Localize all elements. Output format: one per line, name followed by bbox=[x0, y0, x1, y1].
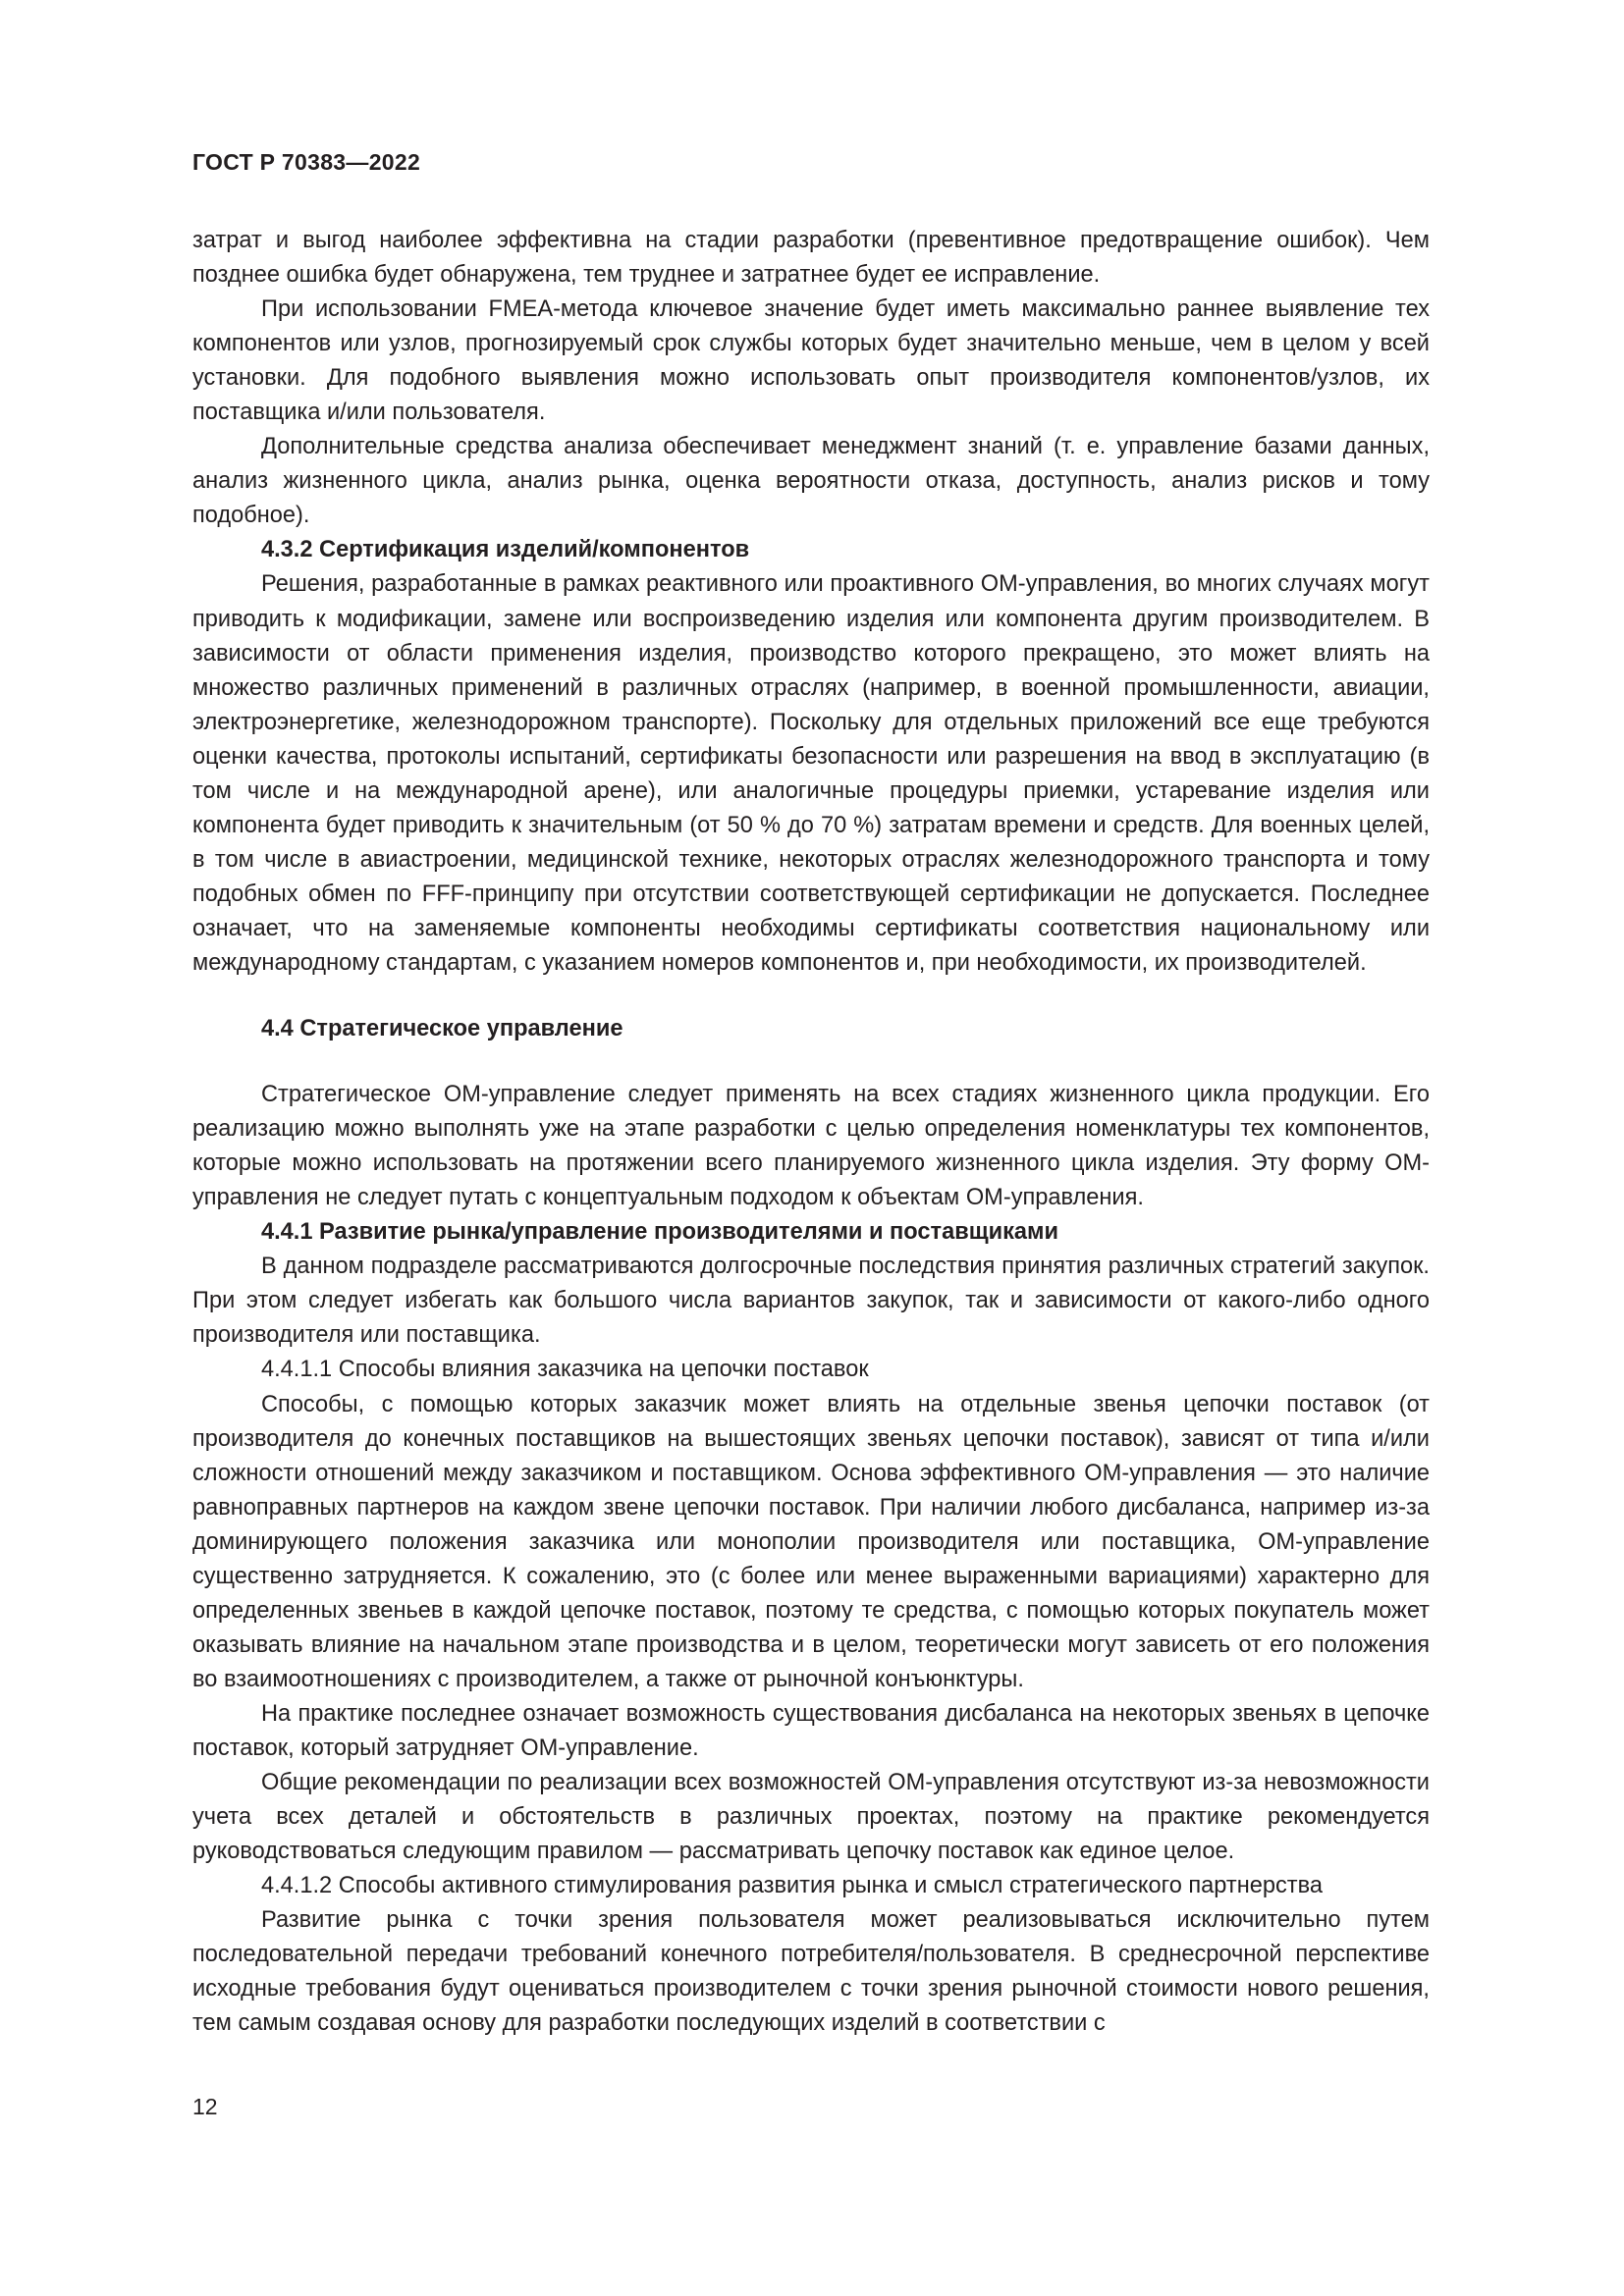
heading-4-4-1-2: 4.4.1.2 Способы активного стимулирования развития рынка и смысл стратегического партнерства bbox=[261, 1873, 1323, 1899]
paragraph-continuation: затрат и выгод наиболее эффективна на стадии разработки (превентивное предотвращение ошибок). Чем позднее ошибка будет обнаружена, тем труднее и затратнее будет ее исправление. bbox=[192, 228, 1430, 289]
paragraph-market-development: В данном подразделе рассматриваются долгосрочные последствия принятия различных стратегий закупок. При этом следует избегать как большого числа вариантов закупок, так и зависимости от какого-либо одного производителя или поставщика. bbox=[192, 1254, 1430, 1349]
heading-4-4-1: 4.4.1 Развитие рынка/управление производителями и поставщиками bbox=[261, 1219, 1059, 1246]
paragraph-strategic: Стратегическое ОМ-управление следует применять на всех стадиях жизненного цикла продукции. Его реализацию можно выполнять уже на этапе разработки с целью определения номенклатуры тех компонентов, которые можно использовать на протяжении всего планируемого жизненного цикла изделия. Эту форму ОМ-управления не следует путать с концептуальным подходом к объектам ОМ-управления. bbox=[192, 1082, 1430, 1211]
heading-4-4: 4.4 Стратегическое управление bbox=[261, 1016, 623, 1042]
heading-4-3-2: 4.3.2 Сертификация изделий/компонентов bbox=[261, 537, 750, 563]
paragraph-influence-methods: Способы, с помощью которых заказчик может влиять на отдельные звенья цепочки поставок (от производителя до конечных поставщиков на вышестоящих звеньях цепочки поставок), зависят от типа и/или сложности отношений между заказчиком и поставщиком. Основа эффективного ОМ-управления — это наличие равноправных партнеров на каждом звене цепочки поставок. При наличии любого дисбаланса, например из-за доминирующего положения заказчика или монополии производителя или поставщика, ОМ-управление существенно затрудняется. К сожалению, это (с более или менее выраженными вариациями) характерно для определенных звеньев в каждой цепочке поставок, поэтому те средства, с помощью которых покупатель может оказывать влияние на начальном этапе производства и в целом, теоретически могут зависеть от его положения во взаимоотношениях с производителем, а также от рыночной конъюнктуры. bbox=[192, 1391, 1430, 1692]
heading-4-4-1-1: 4.4.1.1 Способы влияния заказчика на цепочки поставок bbox=[261, 1357, 869, 1383]
paragraph-analysis-tools: Дополнительные средства анализа обеспечивает менеджмент знаний (т. е. управление базами данных, анализ жизненного цикла, анализ рынка, оценка вероятности отказа, доступность, анализ рисков и тому подобное). bbox=[192, 434, 1430, 529]
page-number: 12 bbox=[192, 2094, 218, 2119]
document-header: ГОСТ Р 70383—2022 bbox=[192, 149, 421, 175]
paragraph-fmea: При использовании FMEA-метода ключевое значение будет иметь максимально раннее выявление тех компонентов или узлов, прогнозируемый срок службы которых будет значительно меньше, чем в целом у всей установки. Для подобного выявления можно использовать опыт производителя компонентов/узлов, их поставщика и/или пользователя. bbox=[192, 296, 1430, 426]
paragraph-imbalance: На практике последнее означает возможность существования дисбаланса на некоторых звеньях в цепочке поставок, который затрудняет ОМ-управление. bbox=[192, 1700, 1430, 1761]
paragraph-user-market: Развитие рынка с точки зрения пользователя может реализовываться исключительно путем последовательной передачи требований конечного потребителя/пользователя. В среднесрочной перспективе исходные требования будут оцениваться производителем с точки зрения рыночной стоимости нового решения, тем самым создавая основу для разработки последующих изделий в соответствии с bbox=[192, 1907, 1430, 2037]
document-body bbox=[192, 224, 1430, 2041]
paragraph-certification: Решения, разработанные в рамках реактивного или проактивного ОМ-управления, во многих случаях могут приводить к модификации, замене или воспроизведению изделия или компонента другим производителем. В зависимости от области применения изделия, производство которого прекращено, это может влиять на множество различных применений в различных отраслях (например, в военной промышленности, авиации, электроэнергетике, железнодорожном транспорте). Поскольку для отдельных приложений все еще требуются оценки качества, протоколы испытаний, сертификаты безопасности или разрешения на ввод в эксплуатацию (в том числе и на международной арене), или аналогичные процедуры приемки, устаревание изделия или компонента будет приводить к значительным (от 50 % до 70 %) затратам времени и средств. Для военных целей, в том числе в авиастроении, медицинской технике, некоторых отраслях железнодорожного транспорта и тому подобных обмен по FFF-принципу при отсутствии соответствующей сертификации не допускается. Последнее означает, что на заменяемые компоненты необходимы сертификаты соответствия национальному или международному стандартам, с указанием номеров компонентов и, при необходимости, их производителей. bbox=[192, 571, 1430, 976]
paragraph-recommendations: Общие рекомендации по реализации всех возможностей ОМ-управления отсутствуют из-за невозможности учета всех деталей и обстоятельств в различных проектах, поэтому на практике рекомендуется руководствоваться следующим правилом — рассматривать цепочку поставок как единое целое. bbox=[192, 1770, 1430, 1865]
